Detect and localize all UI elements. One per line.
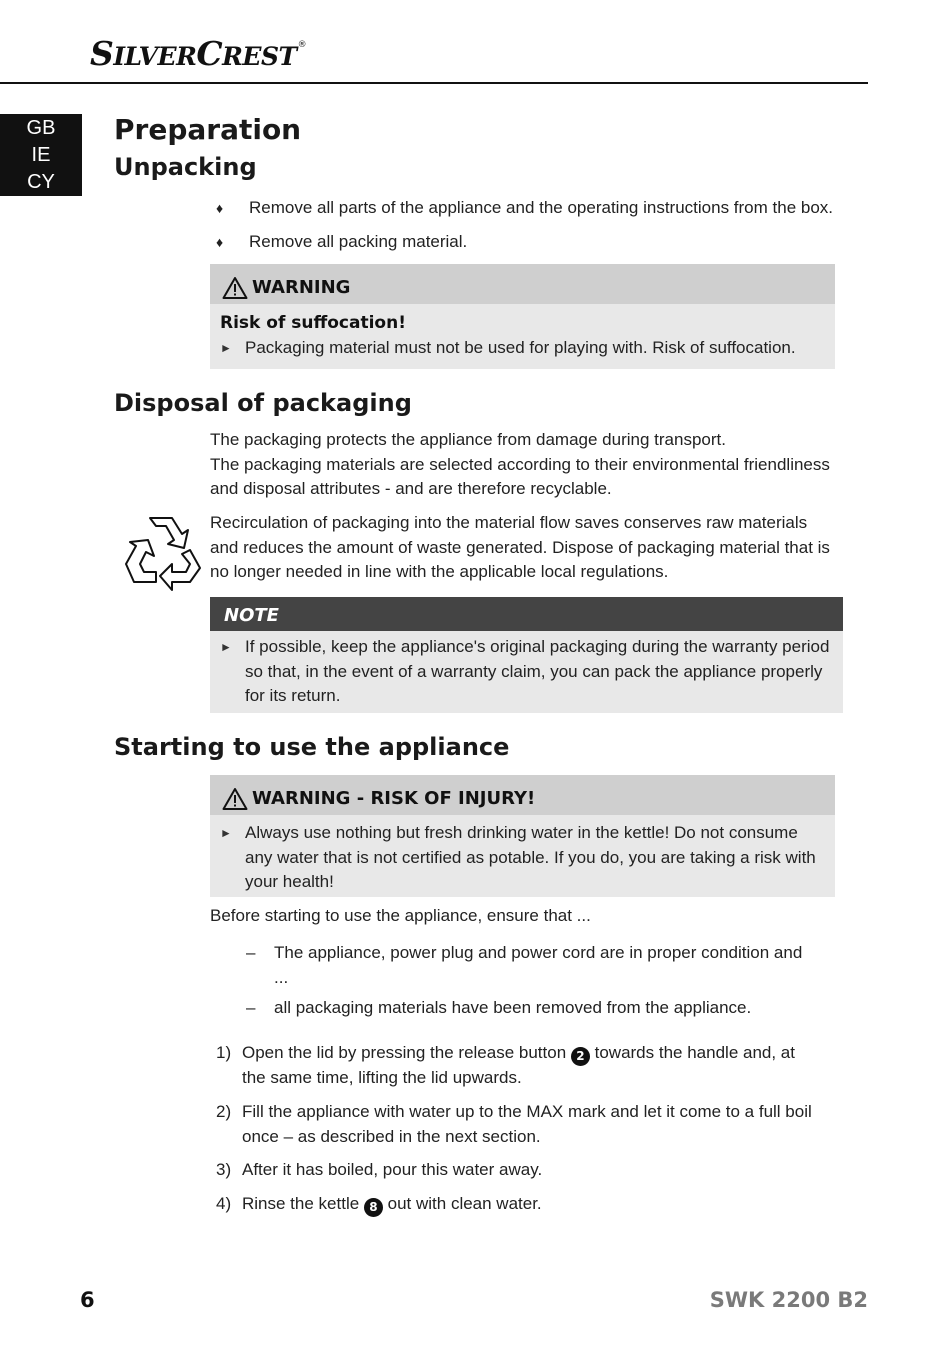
note-header xyxy=(210,597,843,631)
step-text-part: Open the lid by pressing the release button xyxy=(242,1043,571,1062)
recirculation-paragraph: Recirculation of packaging into the material flow saves conserves raw materials and reduces the amount of waste generated. Dispose of packaging material that is no longer needed in line with the applicable local regulations. xyxy=(210,513,830,581)
step-item xyxy=(216,1158,542,1183)
warning-triangle-icon xyxy=(222,787,248,811)
warning-header xyxy=(210,264,835,304)
paragraph-line: The packaging materials are selected according to their environmental friendliness and disposal attributes - and are therefore recyclable. xyxy=(210,454,830,498)
step-text-part: Rinse the kettle xyxy=(242,1194,364,1213)
step-number: 2) xyxy=(216,1102,232,1121)
step-item xyxy=(216,1100,822,1149)
warning-text: Packaging material must not be used for playing with. Risk of suffocation. xyxy=(245,338,796,357)
paragraph-line: The packaging protects the appliance from damage during transport. xyxy=(210,430,726,449)
step-number: 1) xyxy=(216,1043,232,1062)
warning-box-injury xyxy=(210,775,835,897)
checklist-item xyxy=(246,996,751,1021)
section-heading-disposal: Disposal of packaging xyxy=(114,389,412,417)
recycle-icon xyxy=(120,512,204,592)
step-text-part: out with clean water. xyxy=(382,1194,542,1213)
bullet-diamond-icon: ♦ xyxy=(216,234,224,250)
step-text-part: towards the handle and, at the same time, lifting the lid upwards. xyxy=(242,1043,795,1087)
arrow-bullet-icon: ► xyxy=(220,640,232,654)
checklist-text: all packaging materials have been removed from the appliance. xyxy=(274,998,752,1017)
registered-mark: ® xyxy=(297,40,307,50)
dash-bullet: – xyxy=(246,943,256,962)
page-number: 6 xyxy=(80,1288,95,1312)
brand-wordmark: SILVERCREST xyxy=(90,34,297,73)
arrow-bullet-icon: ► xyxy=(220,826,232,840)
note-item xyxy=(210,631,843,709)
step-text: After it has boiled, pour this water away. xyxy=(242,1160,543,1179)
arrow-bullet-icon: ► xyxy=(220,341,232,355)
bullet-diamond-icon: ♦ xyxy=(216,200,224,216)
warning-label: WARNING - RISK OF INJURY! xyxy=(252,788,536,809)
step-item xyxy=(216,1192,542,1217)
checklist-item xyxy=(246,941,806,990)
step-number: 4) xyxy=(216,1194,232,1213)
warning-text: Always use nothing but fresh drinking water in the kettle! Do not consume any water that is not certified as potable. If you do, you are taking a risk with your health! xyxy=(245,823,816,891)
warning-item xyxy=(210,815,835,895)
warning-item xyxy=(210,336,835,361)
warning-box-suffocation xyxy=(210,264,835,369)
reference-number-badge: 2 xyxy=(571,1047,590,1066)
list-item xyxy=(216,196,833,221)
bullet-text: Remove all packing material. xyxy=(249,232,468,251)
checklist-text: The appliance, power plug and power cord are in proper condition and ... xyxy=(274,943,803,987)
section-heading-starting: Starting to use the appliance xyxy=(114,733,510,761)
step-text: Fill the appliance with water up to the MAX mark and let it come to a full boil once – as described in the next section. xyxy=(242,1102,812,1146)
section-heading-unpacking: Unpacking xyxy=(114,153,257,181)
reference-number-badge: 8 xyxy=(364,1198,383,1217)
list-item xyxy=(216,230,467,255)
intro-text: Before starting to use the appliance, ensure that ... xyxy=(210,906,591,925)
step-item xyxy=(216,1041,822,1091)
step-text xyxy=(242,1192,542,1217)
language-code: CY xyxy=(27,171,55,193)
brand-logo xyxy=(90,34,307,74)
dash-bullet: – xyxy=(246,998,256,1017)
language-code: IE xyxy=(31,144,51,166)
language-code: GB xyxy=(26,117,56,139)
disposal-paragraph xyxy=(210,428,840,502)
step-text xyxy=(242,1041,822,1091)
page-title: Preparation xyxy=(114,113,302,146)
note-box xyxy=(210,597,843,713)
warning-label: WARNING xyxy=(252,277,351,298)
header-divider xyxy=(0,82,868,84)
model-number: SWK 2200 B2 xyxy=(709,1288,868,1312)
note-text: If possible, keep the appliance's original packaging during the warranty period so that, in the event of a warranty claim, you can pack the appliance properly for its return. xyxy=(245,637,830,705)
step-number: 3) xyxy=(216,1160,232,1179)
language-tab xyxy=(0,114,82,196)
warning-header xyxy=(210,775,835,815)
bullet-text: Remove all parts of the appliance and the operating instructions from the box. xyxy=(249,198,834,217)
warning-subheading: Risk of suffocation! xyxy=(220,313,406,333)
warning-triangle-icon xyxy=(222,276,248,300)
note-label: NOTE xyxy=(224,605,279,626)
